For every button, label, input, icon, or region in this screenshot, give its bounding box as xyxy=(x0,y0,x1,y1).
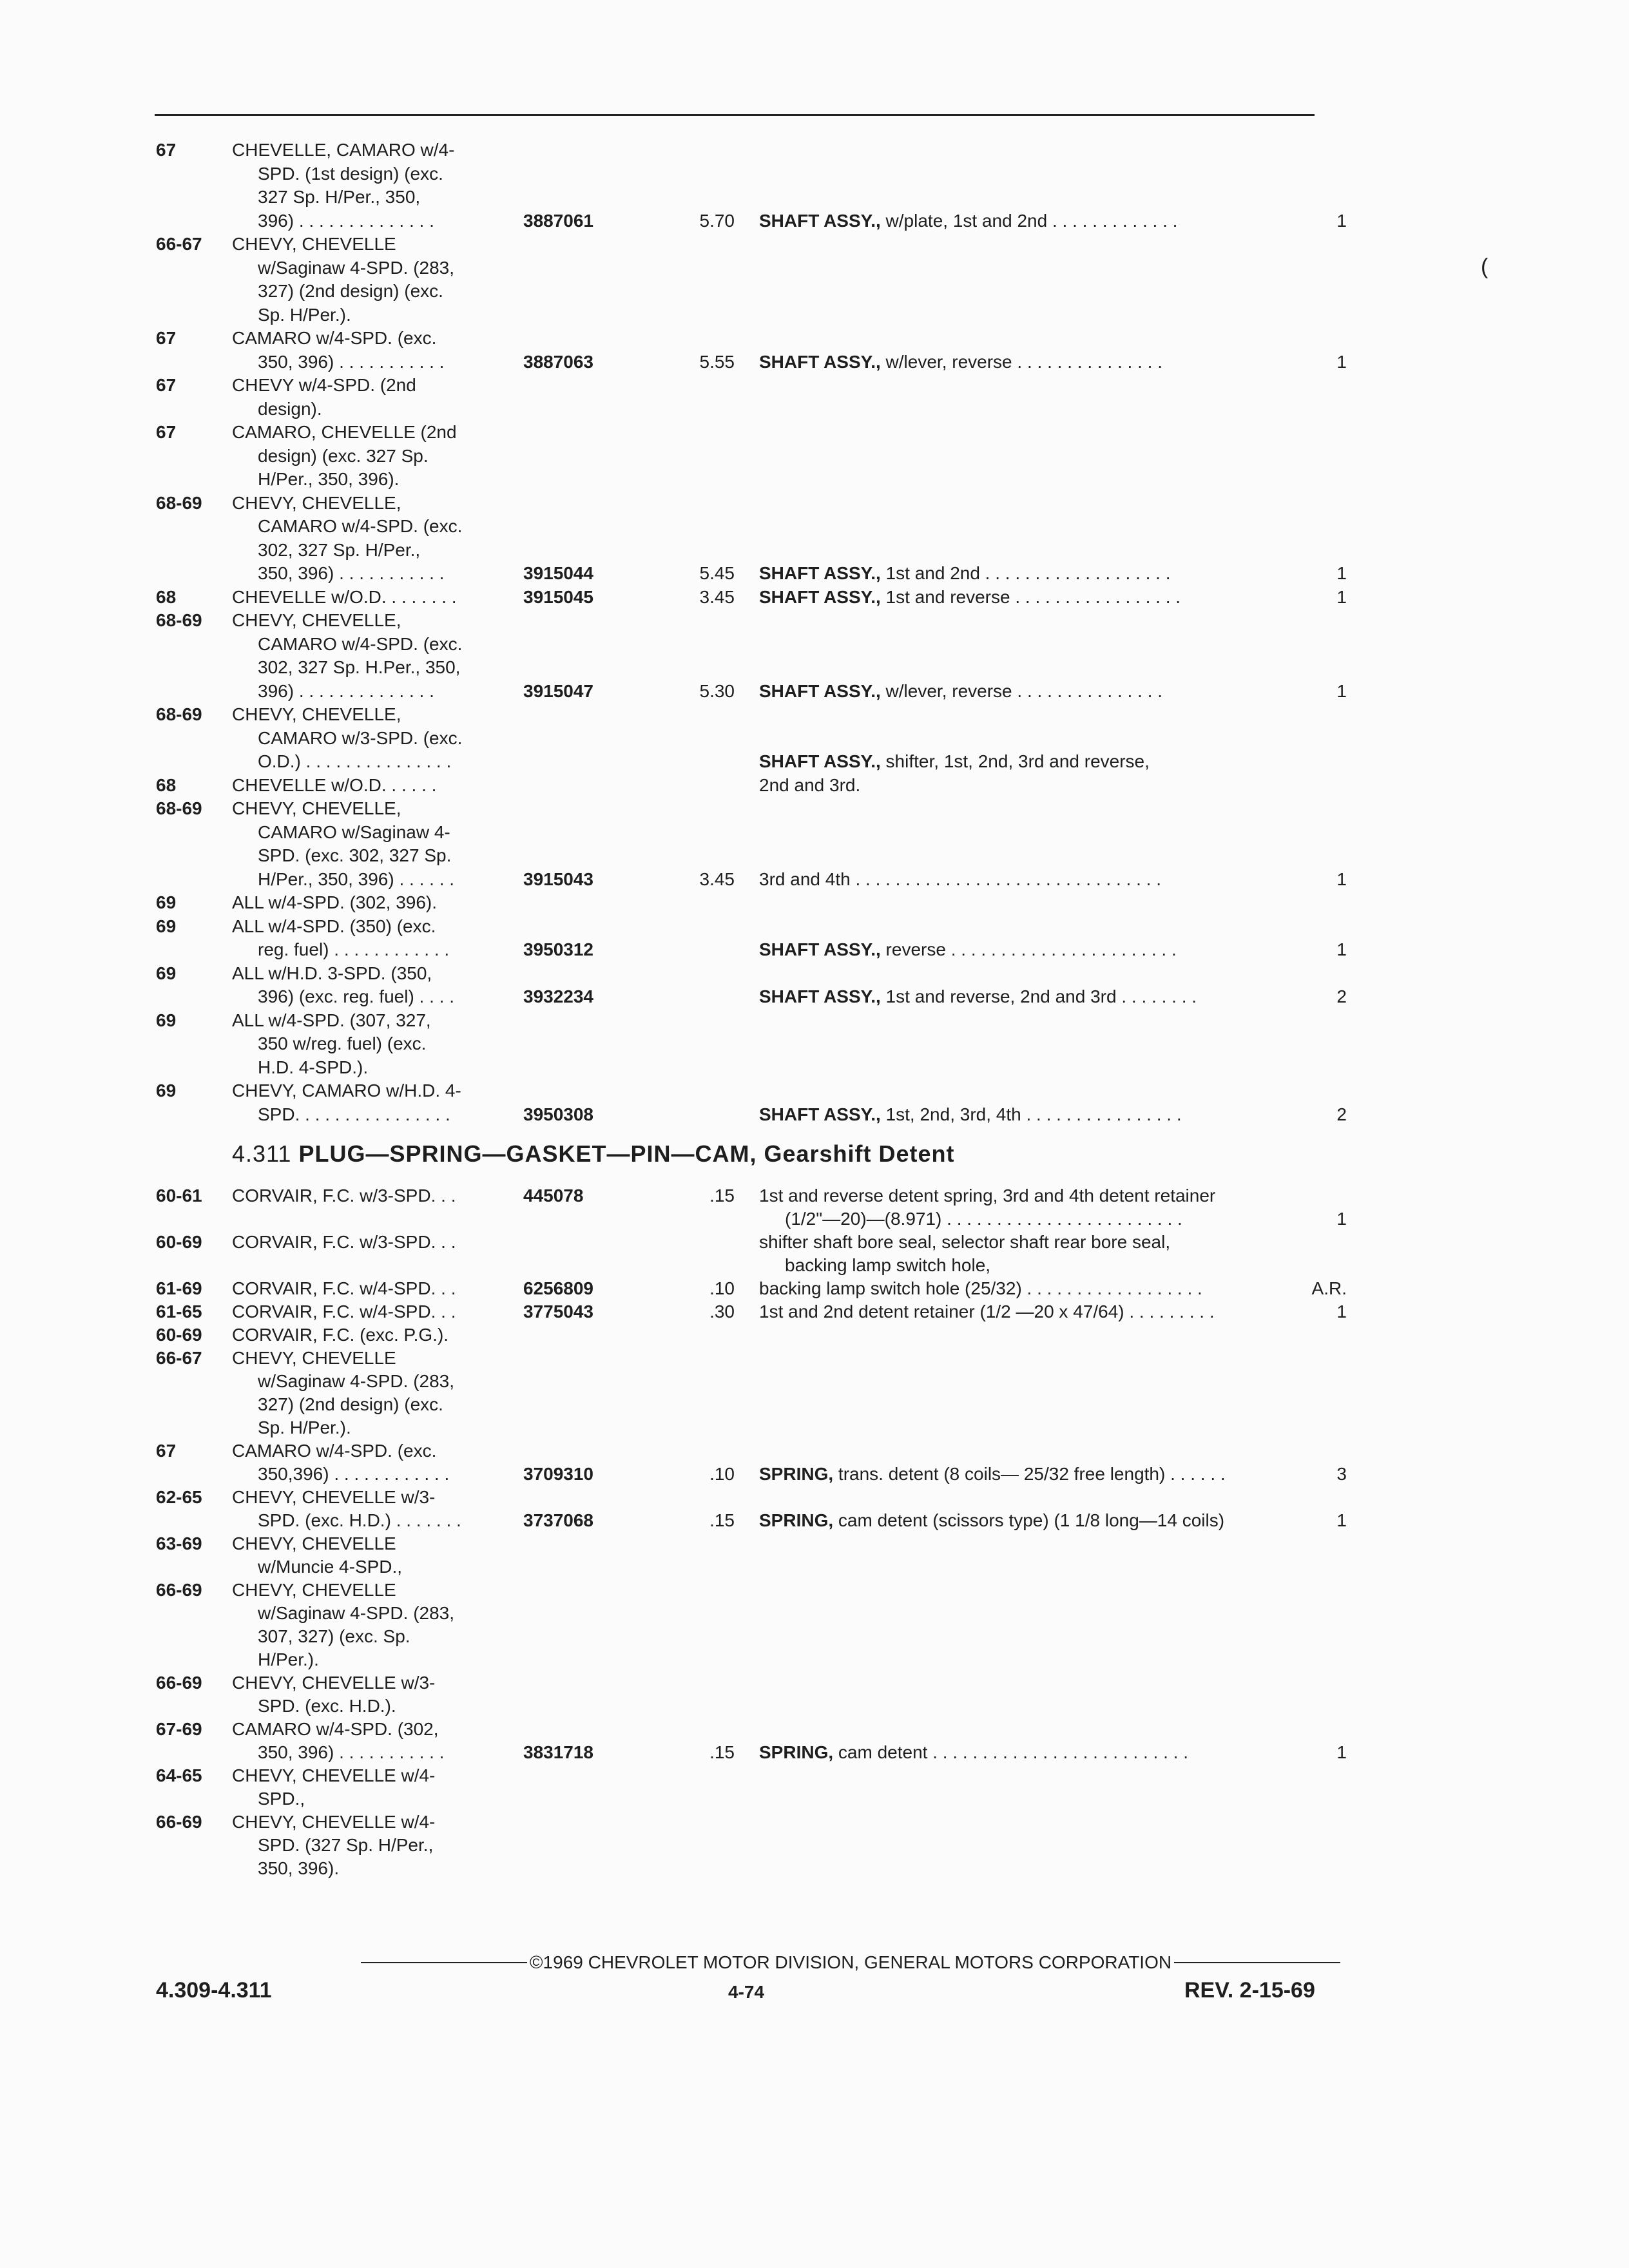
table-row xyxy=(0,1555,1629,1579)
model-application: 396) (exc. reg. fuel) . . . . xyxy=(258,986,455,1006)
model-application: CHEVY, CAMARO w/H.D. 4- xyxy=(232,1081,461,1100)
table-row xyxy=(0,1579,1629,1602)
price: .15 xyxy=(709,1186,735,1206)
model-application: Sp. H/Per.). xyxy=(258,1418,351,1437)
model-year: 68-69 xyxy=(156,704,202,724)
part-number: 3915047 xyxy=(523,680,594,701)
description-text: shifter, 1st, 2nd, 3rd and reverse, xyxy=(880,751,1150,771)
quantity: 3 xyxy=(1336,1464,1347,1484)
model-application: Sp. H/Per.). xyxy=(258,304,351,325)
part-number: 3887061 xyxy=(523,210,594,231)
part-description xyxy=(759,750,1150,773)
table-row xyxy=(0,280,1629,303)
model-year: 66-67 xyxy=(156,1348,202,1368)
footer-revision: REV. 2-15-69 xyxy=(1184,1978,1315,2003)
table-row xyxy=(0,186,1629,209)
table-row xyxy=(0,468,1629,491)
model-application: SPD. (327 Sp. H/Per., xyxy=(258,1835,434,1855)
price: 5.45 xyxy=(699,563,735,583)
model-year: 68-69 xyxy=(156,610,202,630)
model-year: 68 xyxy=(156,774,177,795)
table-row xyxy=(0,1787,1629,1811)
description-text: shifter shaft bore seal, selector shaft rear bore seal, xyxy=(759,1232,1171,1252)
model-application: CHEVELLE, CAMARO w/4- xyxy=(232,140,455,160)
table-row xyxy=(0,1834,1629,1857)
table-row xyxy=(0,327,1629,350)
part-description xyxy=(759,938,1177,961)
table-row xyxy=(0,656,1629,679)
table-row xyxy=(0,1602,1629,1625)
model-application: CHEVY, CHEVELLE xyxy=(232,1580,396,1600)
model-application: 327 Sp. H/Per., 350, xyxy=(258,187,421,207)
quantity: 1 xyxy=(1336,1302,1347,1321)
model-application: CHEVY, CHEVELLE w/4- xyxy=(232,1812,436,1832)
model-application: CAMARO w/4-SPD. (exc. xyxy=(232,1441,437,1461)
table-row xyxy=(0,633,1629,656)
model-application: H/Per., 350, 396). xyxy=(258,469,400,489)
price: 3.45 xyxy=(699,869,735,889)
table-row xyxy=(0,351,1629,374)
quantity: 1 xyxy=(1336,586,1347,607)
model-year: 69 xyxy=(156,1081,177,1100)
part-description xyxy=(759,1184,1215,1207)
part-description xyxy=(759,1463,1226,1486)
table-row xyxy=(0,1416,1629,1439)
part-number: 3950312 xyxy=(523,939,594,959)
table-row xyxy=(0,703,1629,726)
table-row xyxy=(0,1032,1629,1055)
part-number: 3950308 xyxy=(523,1104,594,1124)
model-year: 60-69 xyxy=(156,1232,202,1252)
model-application: 396) . . . . . . . . . . . . . . xyxy=(258,210,434,231)
description-text: cam detent . . . . . . . . . . . . . . . . . . . . . . . . . . xyxy=(833,1742,1188,1762)
part-name: SHAFT ASSY., xyxy=(759,986,881,1006)
model-application: CAMARO, CHEVELLE (2nd xyxy=(232,422,457,442)
table-row xyxy=(0,1277,1629,1300)
part-number: 3887063 xyxy=(523,351,594,372)
table-row xyxy=(0,1079,1629,1102)
price: 5.70 xyxy=(699,210,735,231)
table-row xyxy=(0,1103,1629,1126)
table-row xyxy=(0,1184,1629,1207)
table-row xyxy=(0,1811,1629,1834)
part-number: 3932234 xyxy=(523,986,594,1006)
model-application: reg. fuel) . . . . . . . . . . . . xyxy=(258,939,450,959)
table-row xyxy=(0,727,1629,750)
model-year: 69 xyxy=(156,892,177,912)
model-year: 66-69 xyxy=(156,1580,202,1600)
model-year: 63-69 xyxy=(156,1533,202,1553)
table-row xyxy=(0,1056,1629,1079)
table-row xyxy=(0,938,1629,961)
table-row xyxy=(0,821,1629,844)
section-heading xyxy=(232,1140,955,1168)
model-application: w/Saginaw 4-SPD. (283, xyxy=(258,257,455,278)
table-row xyxy=(0,492,1629,515)
model-application: SPD. (exc. H.D.) . . . . . . . xyxy=(258,1510,461,1530)
model-year: 69 xyxy=(156,963,177,983)
table-row xyxy=(0,1625,1629,1648)
part-description xyxy=(759,209,1177,233)
table-row xyxy=(0,1323,1629,1347)
model-year: 62-65 xyxy=(156,1487,202,1507)
description-text: backing lamp switch hole, xyxy=(785,1255,991,1275)
part-number: 445078 xyxy=(523,1186,584,1206)
table-row xyxy=(0,1718,1629,1741)
model-application: 327) (2nd design) (exc. xyxy=(258,1394,443,1414)
model-application: w/Muncie 4-SPD., xyxy=(258,1557,403,1577)
table-row xyxy=(0,962,1629,985)
copyright-line xyxy=(361,1952,1340,1973)
model-year: 66-69 xyxy=(156,1673,202,1693)
model-application: CHEVY, CHEVELLE, xyxy=(232,492,401,513)
footer-page-number: 4-74 xyxy=(728,1982,765,2002)
model-application: CHEVY, CHEVELLE xyxy=(232,1533,396,1553)
table-row xyxy=(0,1231,1629,1254)
part-name: SPRING, xyxy=(759,1464,834,1484)
part-description xyxy=(785,1207,1182,1231)
model-application: O.D.) . . . . . . . . . . . . . . . xyxy=(258,751,452,771)
model-application: ALL w/4-SPD. (307, 327, xyxy=(232,1010,431,1030)
part-name: SHAFT ASSY., xyxy=(759,586,881,607)
model-application: 302, 327 Sp. H/Per., xyxy=(258,539,421,560)
price: 5.55 xyxy=(699,351,735,372)
model-application: CAMARO w/4-SPD. (exc. xyxy=(232,328,437,348)
description-text: 1st and reverse detent spring, 3rd and 4th detent retainer xyxy=(759,1186,1216,1206)
model-application: CAMARO w/4-SPD. (302, xyxy=(232,1719,439,1739)
model-application: 350, 396) . . . . . . . . . . . xyxy=(258,563,445,583)
model-year: 68 xyxy=(156,586,177,607)
model-application: 327) (2nd design) (exc. xyxy=(258,281,443,301)
model-year: 64-65 xyxy=(156,1765,202,1785)
description-text: 1st and reverse, 2nd and 3rd . . . . . . . . xyxy=(880,986,1197,1006)
table-row xyxy=(0,515,1629,538)
description-text: w/plate, 1st and 2nd . . . . . . . . . . . . . xyxy=(880,210,1178,231)
table-row xyxy=(0,209,1629,233)
model-application: 350 w/reg. fuel) (exc. xyxy=(258,1033,427,1053)
table-row xyxy=(0,162,1629,186)
description-text: w/lever, reverse . . . . . . . . . . . . . . . xyxy=(880,351,1163,372)
copyright-rule-left xyxy=(361,1962,527,1963)
part-name: SHAFT ASSY., xyxy=(759,939,881,959)
model-application: CORVAIR, F.C. w/4-SPD. . . xyxy=(232,1278,456,1298)
part-name: SHAFT ASSY., xyxy=(759,351,881,372)
table-row xyxy=(0,303,1629,327)
model-application: 302, 327 Sp. H.Per., 350, xyxy=(258,657,461,677)
quantity: 1 xyxy=(1336,939,1347,959)
model-application: SPD. (exc. 302, 327 Sp. xyxy=(258,845,452,865)
part-description xyxy=(759,1300,1215,1323)
model-application: CHEVY, CHEVELLE w/3- xyxy=(232,1673,436,1693)
part-description xyxy=(759,351,1162,374)
table-row xyxy=(0,985,1629,1008)
part-description xyxy=(759,1741,1188,1764)
table-row xyxy=(0,609,1629,632)
description-text: w/lever, reverse . . . . . . . . . . . . . . . xyxy=(880,680,1163,701)
model-year: 67 xyxy=(156,375,177,395)
section-title: PLUG—SPRING—GASKET—PIN—CAM, Gearshift Detent xyxy=(298,1140,955,1167)
description-text: trans. detent (8 coils— 25/32 free length) . . . . . . xyxy=(833,1464,1226,1484)
table-row xyxy=(0,1300,1629,1323)
quantity: 1 xyxy=(1336,563,1347,583)
part-description xyxy=(785,1254,990,1277)
table-row xyxy=(0,1671,1629,1695)
table-row xyxy=(0,868,1629,891)
part-number: 3915043 xyxy=(523,869,594,889)
model-application: 396) . . . . . . . . . . . . . . xyxy=(258,680,434,701)
part-number: 3831718 xyxy=(523,1742,594,1762)
copyright-text: ©1969 CHEVROLET MOTOR DIVISION, GENERAL MOTORS CORPORATION xyxy=(529,1952,1172,1972)
part-description xyxy=(759,586,1181,609)
table-row xyxy=(0,1207,1629,1231)
model-application: ALL w/4-SPD. (302, 396). xyxy=(232,892,438,912)
quantity: 1 xyxy=(1336,1510,1347,1530)
model-application: CAMARO w/4-SPD. (exc. xyxy=(258,633,463,654)
model-application: H/Per.). xyxy=(258,1649,319,1669)
model-application: 307, 327) (exc. Sp. xyxy=(258,1626,410,1646)
model-application: w/Saginaw 4-SPD. (283, xyxy=(258,1371,455,1391)
quantity: 2 xyxy=(1336,1104,1347,1124)
model-application: design) (exc. 327 Sp. xyxy=(258,445,429,466)
part-description xyxy=(759,680,1162,703)
model-application: w/Saginaw 4-SPD. (283, xyxy=(258,1603,455,1623)
table-row xyxy=(0,1439,1629,1463)
table-row xyxy=(0,1764,1629,1787)
table-row xyxy=(0,1741,1629,1764)
table-row xyxy=(0,1347,1629,1370)
part-number: 6256809 xyxy=(523,1278,594,1298)
table-row xyxy=(0,586,1629,609)
table-row xyxy=(0,797,1629,820)
model-application: CAMARO w/Saginaw 4- xyxy=(258,822,450,842)
part-number: 3737068 xyxy=(523,1510,594,1530)
model-application: CAMARO w/4-SPD. (exc. xyxy=(258,516,463,536)
model-application: SPD. (1st design) (exc. xyxy=(258,163,443,184)
model-application: 350, 396). xyxy=(258,1858,340,1878)
description-text: 3rd and 4th . . . . . . . . . . . . . . . . . . . . . . . . . . . . . . . xyxy=(759,869,1161,889)
price: .30 xyxy=(709,1302,735,1321)
model-year: 66-67 xyxy=(156,234,202,254)
quantity: A.R. xyxy=(1311,1278,1347,1298)
model-application: ALL w/H.D. 3-SPD. (350, xyxy=(232,963,432,983)
model-application: 350,396) . . . . . . . . . . . . xyxy=(258,1464,450,1484)
part-description xyxy=(759,1277,1202,1300)
part-number: 3915044 xyxy=(523,563,594,583)
quantity: 1 xyxy=(1336,1742,1347,1762)
part-name: SHAFT ASSY., xyxy=(759,210,881,231)
model-application: CAMARO w/3-SPD. (exc. xyxy=(258,727,463,748)
model-application: CHEVY, CHEVELLE, xyxy=(232,704,401,724)
table-row xyxy=(0,774,1629,797)
description-text: backing lamp switch hole (25/32) . . . . . . . . . . . . . . . . . . xyxy=(759,1278,1202,1298)
model-application: CORVAIR, F.C. w/4-SPD. . . xyxy=(232,1302,456,1321)
model-application: 350, 396) . . . . . . . . . . . xyxy=(258,351,445,372)
part-description xyxy=(759,1509,1224,1532)
price: 5.30 xyxy=(699,680,735,701)
table-row xyxy=(0,445,1629,468)
part-number: 3709310 xyxy=(523,1464,594,1484)
table-row xyxy=(0,256,1629,280)
table-row xyxy=(0,139,1629,162)
table-row xyxy=(0,915,1629,938)
table-row xyxy=(0,1393,1629,1416)
model-year: 67 xyxy=(156,1441,177,1461)
top-rule xyxy=(155,114,1315,116)
table-row xyxy=(0,844,1629,867)
price: 3.45 xyxy=(699,586,735,607)
description-text: reverse . . . . . . . . . . . . . . . . . . . . . . . xyxy=(880,939,1177,959)
table-row xyxy=(0,1509,1629,1532)
table-row xyxy=(0,421,1629,444)
part-description xyxy=(759,1103,1182,1126)
model-application: CHEVY, CHEVELLE xyxy=(232,234,396,254)
description-text: 2nd and 3rd. xyxy=(759,774,861,795)
part-description xyxy=(759,985,1197,1008)
section-number: 4.311 xyxy=(232,1140,292,1167)
model-year: 68-69 xyxy=(156,492,202,513)
part-description xyxy=(759,774,860,797)
table-row xyxy=(0,398,1629,421)
model-application: H/Per., 350, 396) . . . . . . xyxy=(258,869,455,889)
quantity: 1 xyxy=(1336,869,1347,889)
copyright-rule-right xyxy=(1174,1962,1340,1963)
quantity: 2 xyxy=(1336,986,1347,1006)
model-year: 67-69 xyxy=(156,1719,202,1739)
model-application: ALL w/4-SPD. (350) (exc. xyxy=(232,916,436,936)
table-row xyxy=(0,1857,1629,1880)
model-application: H.D. 4-SPD.). xyxy=(258,1057,369,1077)
description-text: (1/2"—20)—(8.971) . . . . . . . . . . . . . . . . . . . . . . . . xyxy=(785,1209,1182,1229)
description-text: 1st, 2nd, 3rd, 4th . . . . . . . . . . . . . . . . xyxy=(880,1104,1182,1124)
part-name: SHAFT ASSY., xyxy=(759,751,881,771)
price: .15 xyxy=(709,1510,735,1530)
model-application: CHEVELLE w/O.D. . . . . . xyxy=(232,774,437,795)
part-description xyxy=(759,868,1161,891)
model-year: 60-61 xyxy=(156,1186,202,1206)
model-application: SPD. (exc. H.D.). xyxy=(258,1696,396,1716)
price: .15 xyxy=(709,1742,735,1762)
table-row xyxy=(0,1695,1629,1718)
part-number: 3775043 xyxy=(523,1302,594,1321)
table-row xyxy=(0,1009,1629,1032)
model-year: 66-69 xyxy=(156,1812,202,1832)
description-text: cam detent (scissors type) (1 1/8 long—14 coils) xyxy=(833,1510,1225,1530)
description-text: 1st and 2nd . . . . . . . . . . . . . . . . . . . xyxy=(880,563,1171,583)
part-description xyxy=(759,1231,1170,1254)
model-application: CHEVY, CHEVELLE, xyxy=(232,798,401,818)
model-year: 61-69 xyxy=(156,1278,202,1298)
table-row xyxy=(0,233,1629,256)
table-row xyxy=(0,891,1629,914)
table-row xyxy=(0,1532,1629,1555)
model-application: CHEVY, CHEVELLE xyxy=(232,1348,396,1368)
table-row xyxy=(0,562,1629,585)
table-row xyxy=(0,1370,1629,1393)
model-application: SPD., xyxy=(258,1789,305,1809)
price: .10 xyxy=(709,1464,735,1484)
model-application: CORVAIR, F.C. w/3-SPD. . . xyxy=(232,1232,456,1252)
model-year: 60-69 xyxy=(156,1325,202,1345)
model-year: 67 xyxy=(156,140,177,160)
model-application: CHEVY, CHEVELLE w/3- xyxy=(232,1487,436,1507)
table-row xyxy=(0,750,1629,773)
model-year: 69 xyxy=(156,1010,177,1030)
part-name: SHAFT ASSY., xyxy=(759,1104,881,1124)
table-row xyxy=(0,1254,1629,1277)
table-row xyxy=(0,374,1629,397)
model-application: CORVAIR, F.C. w/3-SPD. . . xyxy=(232,1186,456,1206)
table-row xyxy=(0,539,1629,562)
model-application: SPD. . . . . . . . . . . . . . . . xyxy=(258,1104,450,1124)
part-number: 3915045 xyxy=(523,586,594,607)
model-application: design). xyxy=(258,398,322,419)
model-year: 67 xyxy=(156,422,177,442)
model-year: 67 xyxy=(156,328,177,348)
model-year: 68-69 xyxy=(156,798,202,818)
model-application: CORVAIR, F.C. (exc. P.G.). xyxy=(232,1325,449,1345)
quantity: 1 xyxy=(1336,680,1347,701)
description-text: 1st and 2nd detent retainer (1/2 —20 x 47/64) . . . . . . . . . xyxy=(759,1302,1215,1321)
price: .10 xyxy=(709,1278,735,1298)
model-year: 69 xyxy=(156,916,177,936)
model-application: CHEVY, CHEVELLE w/4- xyxy=(232,1765,436,1785)
part-name: SHAFT ASSY., xyxy=(759,680,881,701)
table-row xyxy=(0,1486,1629,1509)
footer-group-range: 4.309-4.311 xyxy=(156,1978,272,2003)
model-year: 61-65 xyxy=(156,1302,202,1321)
table-row xyxy=(0,680,1629,703)
model-application: CHEVY w/4-SPD. (2nd xyxy=(232,375,416,395)
part-name: SPRING, xyxy=(759,1510,834,1530)
description-text: 1st and reverse . . . . . . . . . . . . . . . . . xyxy=(880,586,1181,607)
quantity: 1 xyxy=(1336,1209,1347,1229)
model-application: CHEVY, CHEVELLE, xyxy=(232,610,401,630)
part-name: SHAFT ASSY., xyxy=(759,563,881,583)
quantity: 1 xyxy=(1336,210,1347,231)
model-application: CHEVELLE w/O.D. . . . . . . . xyxy=(232,586,457,607)
quantity: 1 xyxy=(1336,351,1347,372)
table-row xyxy=(0,1648,1629,1671)
part-description xyxy=(759,562,1171,585)
part-name: SPRING, xyxy=(759,1742,834,1762)
stray-mark: ( xyxy=(1481,255,1489,279)
table-row xyxy=(0,1463,1629,1486)
model-application: 350, 396) . . . . . . . . . . . xyxy=(258,1742,445,1762)
